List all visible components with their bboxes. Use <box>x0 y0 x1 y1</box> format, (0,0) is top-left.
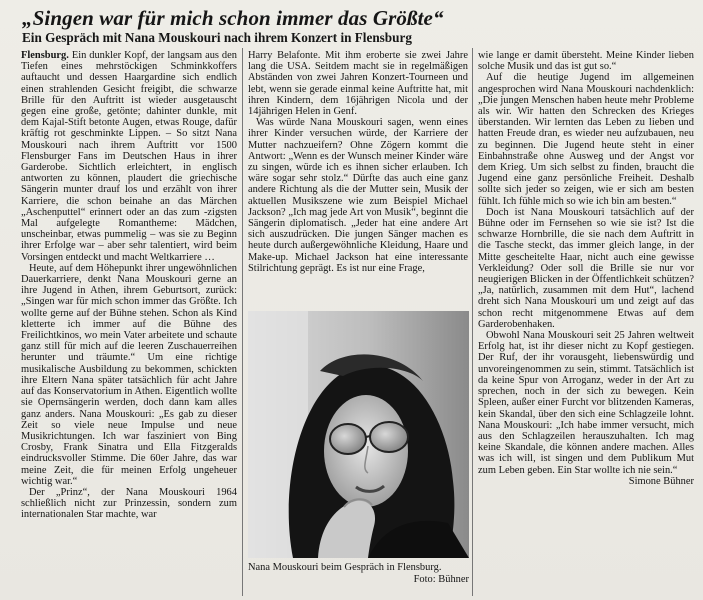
paragraph <box>21 50 237 263</box>
paragraph: Doch ist Nana Mouskouri tatsächlich auf der Bühne oder im Fernsehen so wie sie ist? Ist die schwarze Hornbrille, die sie nach dem Auftritt in die Tasche steckt, das immer gleich lange, in der Mitte gescheitelte Haar, nicht auch eine gewisse Verkleidung? Oder soll die Brille sie nur vor neugierigen Blicken in der Öffentlichkeit schützen? „Ja, natürlich, zusammen mit dem Hut“, lachend dreht sich Nana Mouskouri um und zeigt auf das schon recht mitgenommene Etwas auf dem Garderobenhaken. <box>478 206 694 330</box>
paragraph: Heute, auf dem Höhepunkt ihrer ungewöhnlichen Dauerkarriere, denkt Nana Mouskouri gerne an ihre Jugend in Athen, ihrem Geburtsort, zurück: „Singen war für mich schon immer das Größte. Ich wollte gerne auf der Bühne stehen. Schon als Kind kletterte ich immer auf die Bühne des Freilichtkinos, wo mein Vater arbeitete und schaute ganz still für mich auf die leeren Zuschauerreihen herunter und träumte.“ Um eine richtige musikalische Ausbildung zu bekommen, schickten ihre Eltern Nana später tatsächlich für acht Jahre auf das Konservatorium in Athen. Eigentlich wollte sie Opernsängerin werden, doch dann kam alles ganz anders. Nana Mouskouri: „Es gab zu dieser Zeit so viele neue Impulse und neue Musikrichtungen. Ich war fasziniert von Bing Crosby, Frank Sinatra und Ella Fitzgeralds eindrucksvoller Stimme. Die 60er Jahre, das war meine Zeit, die für meinen Erfolg ungeheuer wichtig war.“ <box>21 262 237 487</box>
photo-caption <box>248 562 469 585</box>
paragraph: Der „Prinz“, der Nana Mouskouri 1964 schließlich nicht zur Prinzessin, sondern zum internationalen Star machte, war <box>21 486 237 521</box>
column-rule-1 <box>242 48 243 596</box>
column-rule-2 <box>472 48 473 596</box>
portrait-illustration <box>248 311 469 558</box>
dateline: Flensburg. <box>21 50 69 61</box>
paragraph <box>478 330 694 487</box>
paragraph-text: Obwohl Nana Mouskouri seit 25 Jahren weltweit Erfolg hat, ist ihr dieser nicht zu Kopf gestiegen. Der Ruf, der ihr vorausgeht, liebenswürdig und unvoreingenommen zu sein, stimmt. Tatsächlich ist da keine Spur von Arroganz, weder in der Art zu sprechen, noch in der sich zu bewegen. Kein Spleen, außer einer Furcht vor blitzenden Kameras, kein Skandal, über den sich eine Schlagzeile lohnt. Nana Mouskouri: „Ich habe immer versucht, mich aus den Schlagzeilen herauszuhalten. Ich mag keine Skandale, die können andere machen. Alles was ich will, ist singen und dem Publikum Mut zum Leben geben. Ein Star wollte ich nie sein.“ <box>478 330 694 476</box>
paragraph-text: Ein dunkler Kopf, der langsam aus den Tiefen eines mehrstöckigen Schminkkoffers auftaucht und dessen Haargardine sich endlich einen strahlenden Gesicht freigibt, die schwarze Brille für den Auftritt ist wieder ausgetauscht gegen eine große, getönte; dahinter dunkle, mit dem Kajal-Stift betonte Augen, etwas Rouge, dafür kräftig rot geschminkte Lippen. – So sitzt Nana Mouskouri nach ihrem Auftritt vor 1500 Flensburger Fans im Deutschen Haus in ihrer Garderobe. Sichtlich erleichtert, in englisch antworten zu können, plaudert die griechische Sängerin munter drauf los und erzählt von ihrer Karriere, die schon beinahe an das Märchen „Aschenputtel“ erinnert oder an das zum -zigsten Mal aufgelegte Romantheme: Mädchen, unscheinbar, etwas pummelig – was sie zu Beginn ihrer Erfolge war – aber sehr talentiert, wird beim Vorsingen entdeckt und macht Weltkarriere … <box>21 50 237 263</box>
paragraph: wie lange er damit übersteht. Meine Kinder lieben solche Musik und das ist gut so.“ <box>478 50 694 73</box>
article-subheadline: Ein Gespräch mit Nana Mouskouri nach ihrem Konzert in Flensburg <box>22 30 412 45</box>
paragraph: Was würde Nana Mouskouri sagen, wenn eines ihrer Kinder versuchen würde, der Karriere der Mutter nachzueifern? Ohne Zögern kommt die Antwort: „Wenn es der Wunsch meiner Kinder wäre zu singen, würde ich es ihnen sicher erlauben. Ich wäre sogar sehr stolz.“ Dürfte das auch eine ganz andere Richtung als die der Mutter sein, Musik der aktuellen Musikszene wie zum Beispiel Michael Jackson? „Ich mag jede Art von Musik“, beginnt die Sängerin diplomatisch. „Jeder hat eine andere Art sich auszudrücken. Die jungen Sänger machen es heute durch außergewöhnliche Kleidung, Haare und Make-up. Michael Jackson hat eine interessante Stilrichtung geprägt. Es ist nur eine Frage, <box>248 117 468 274</box>
article-column-3 <box>478 50 694 487</box>
paragraph: Harry Belafonte. Mit ihm eroberte sie zwei Jahre lang die USA. Seitdem macht sie in regelmäßigen Abständen von zwei Jahren Konzert-Tourneen und lebt, wenn sie gerade einmal keine Auftritte hat, mit ihren Kindern, dem 16jährigen Nicola und der 14jährigen Helen in Genf. <box>248 50 468 118</box>
article-headline: „Singen war für mich schon immer das Größte“ <box>22 6 444 30</box>
portrait-photo <box>248 311 469 558</box>
author-signature: Simone Bühner <box>628 475 694 487</box>
caption-text: Nana Mouskouri beim Gespräch in Flensburg. <box>248 562 442 573</box>
article-column-2 <box>248 50 468 274</box>
paragraph: Auf die heutige Jugend im allgemeinen angesprochen wird Nana Mouskouri nachdenklich: „Die jungen Menschen haben heute mehr Probleme als wir. Wir hatten den Schrecken des Krieges überstanden. Wir lernten das Leben zu lieben und hatten Freude dran, es wieder neu aufzubauen, neu zu beginnen. Die Jugend heute steht in einer Einbahnstraße ohne Ausweg und der Angst vor dem Krieg. Um sich selbst zu finden, braucht die Jugend eine ganz persönliche Freiheit. Deshalb sollte sich jeder so zeigen, wie er sich am besten fühlt. Ich fühle mich so wie ich bin am besten.“ <box>478 72 694 207</box>
photo-credit: Foto: Bühner <box>413 573 469 585</box>
article-column-1 <box>21 50 237 521</box>
